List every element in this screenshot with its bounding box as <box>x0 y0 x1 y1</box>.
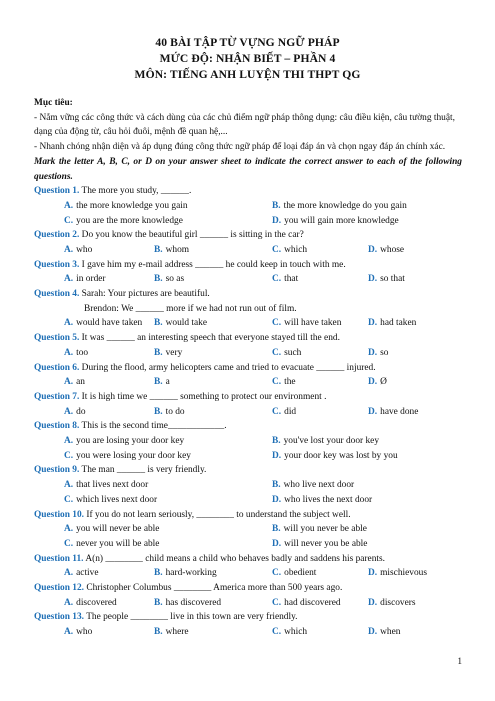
answer-option[interactable] <box>368 243 404 258</box>
option-text: which <box>284 627 308 638</box>
option-text: will never you be able <box>284 538 368 549</box>
option-text: so <box>380 347 389 358</box>
option-text: did <box>284 406 297 417</box>
option-text: you were losing your door key <box>76 450 191 461</box>
option-text: do <box>76 406 86 417</box>
option-text: when <box>380 627 401 638</box>
question-number: Question 11. <box>34 553 84 564</box>
option-text: that lives next door <box>76 480 149 491</box>
page-number: 1 <box>457 657 462 667</box>
question-text: It is high time we ______ something to protect our environment . <box>81 391 327 402</box>
option-text: you are the more knowledge <box>76 215 183 226</box>
option-text: where <box>165 627 189 638</box>
question-item <box>34 390 462 419</box>
option-text: will have taken <box>284 318 342 329</box>
question-text: During the flood, army helicopters came and tried to evacuate ______ injured. <box>81 362 376 373</box>
question-number: Question 1. <box>34 186 80 197</box>
question-item <box>34 361 462 390</box>
objective-item-2: - Nhanh chóng nhận diện và áp dụng đúng công thức ngữ pháp để loại đáp án và chọn ngay đáp án chính xác. <box>34 142 446 153</box>
answer-option[interactable] <box>368 566 427 581</box>
document-title-line-2: MỨC ĐỘ: NHẬN BIẾT – PHẦN 4 <box>159 52 336 65</box>
question-item <box>34 258 462 287</box>
option-letter: C. <box>64 538 74 549</box>
answer-option[interactable] <box>368 272 405 287</box>
answer-option[interactable] <box>272 214 399 229</box>
option-letter: B. <box>154 347 163 358</box>
answer-option[interactable] <box>272 596 341 611</box>
answer-option[interactable] <box>272 537 367 552</box>
document-title-line-1: 40 BÀI TẬP TỪ VỰNG NGỮ PHÁP <box>155 36 340 49</box>
option-letter: C. <box>64 450 74 461</box>
option-text: you've lost your door key <box>283 436 380 447</box>
option-text: discovers <box>380 597 416 608</box>
option-letter: C. <box>64 494 74 505</box>
option-text: an <box>76 377 85 388</box>
answer-options-row <box>34 434 462 449</box>
option-letter: C. <box>272 245 282 255</box>
question-stem <box>34 552 462 567</box>
option-text: the more knowledge do you gain <box>283 200 407 211</box>
question-stem <box>34 419 462 434</box>
option-text: have done <box>380 406 419 417</box>
option-text: had discovered <box>284 597 341 608</box>
answer-option[interactable] <box>64 449 191 464</box>
question-text: The people ________ live in this town are very friendly. <box>86 612 298 623</box>
option-text: such <box>284 347 302 358</box>
question-item <box>34 419 462 463</box>
question-text: The more you study, ______. <box>81 186 192 197</box>
option-text: so that <box>380 274 405 285</box>
option-letter: D. <box>368 597 378 608</box>
question-text: I gave him my e-mail address ______ he could keep in touch with me. <box>81 259 346 270</box>
answer-option[interactable] <box>272 375 296 390</box>
answer-option[interactable] <box>154 405 185 420</box>
answer-option[interactable] <box>272 405 296 420</box>
question-item <box>34 331 462 360</box>
answer-options-row <box>34 405 462 420</box>
answer-option[interactable] <box>368 625 400 640</box>
question-stem <box>34 331 462 346</box>
option-letter: C. <box>272 597 282 608</box>
option-text: will you never be able <box>283 524 367 535</box>
answer-option[interactable] <box>368 346 388 361</box>
answer-option[interactable] <box>64 375 85 390</box>
question-number: Question 13. <box>34 612 85 623</box>
answer-options-row <box>34 449 462 464</box>
option-text: whose <box>380 245 405 255</box>
option-text: has discovered <box>165 597 222 608</box>
answer-option[interactable] <box>272 493 372 508</box>
question-number: Question 10. <box>34 509 85 520</box>
answer-option[interactable] <box>272 346 301 361</box>
option-letter: A. <box>64 568 74 579</box>
question-item <box>34 228 462 257</box>
answer-option[interactable] <box>154 566 217 581</box>
option-letter: A. <box>64 318 74 329</box>
option-letter: B. <box>154 245 163 255</box>
answer-option[interactable] <box>272 272 298 287</box>
question-text: It was ______ an interesting speech that everyone stayed till the end. <box>81 333 340 344</box>
option-letter: A. <box>64 245 74 255</box>
option-text: had taken <box>380 318 417 329</box>
option-letter: C. <box>272 318 282 329</box>
answer-options-row <box>34 596 462 611</box>
question-item <box>34 581 462 610</box>
question-item <box>34 184 462 228</box>
answer-option[interactable] <box>272 434 379 449</box>
answer-option[interactable] <box>154 375 170 390</box>
answer-option[interactable] <box>64 199 188 214</box>
option-text: would take <box>165 318 208 329</box>
question-dialogue-line: Brendon: We ______ more if we had not run out of film. <box>84 303 297 314</box>
answer-options-row <box>34 478 462 493</box>
option-text: which <box>284 245 308 255</box>
answer-option[interactable] <box>154 272 184 287</box>
answer-options-row <box>34 375 462 390</box>
question-stem <box>34 184 462 199</box>
option-letter: B. <box>154 597 163 608</box>
option-letter: C. <box>272 347 282 358</box>
option-letter: D. <box>368 627 378 638</box>
answer-option[interactable] <box>64 478 148 493</box>
option-text: who live next door <box>283 480 355 491</box>
option-text: you are losing your door key <box>76 436 185 447</box>
answer-option[interactable] <box>272 243 307 258</box>
option-text: the more knowledge you gain <box>76 200 188 211</box>
instruction-text: Mark the letter A, B, C, or D on your answer sheet to indicate the correct answer to each of the following questions. <box>34 156 462 182</box>
option-text: in order <box>76 274 106 285</box>
question-number: Question 9. <box>34 465 80 476</box>
option-letter: B. <box>272 436 281 447</box>
document-title-line-3: MÔN: TIẾNG ANH LUYỆN THI THPT QG <box>134 68 361 81</box>
question-stem <box>34 508 462 523</box>
document-body <box>34 96 462 640</box>
answer-option[interactable] <box>64 405 86 420</box>
question-item <box>34 508 462 552</box>
answer-option[interactable] <box>368 596 416 611</box>
question-text: This is the second time____________. <box>81 421 227 432</box>
option-text: hard-working <box>165 568 217 579</box>
question-stem <box>34 258 462 273</box>
question-number: Question 3. <box>34 259 80 270</box>
option-letter: C. <box>64 215 74 226</box>
option-letter: B. <box>154 406 163 417</box>
question-number: Question 5. <box>34 333 80 344</box>
question-list <box>34 184 462 640</box>
answer-option[interactable] <box>272 199 407 214</box>
question-item <box>34 287 462 331</box>
question-stem <box>34 610 462 625</box>
answer-option[interactable] <box>64 493 157 508</box>
option-letter: C. <box>272 274 282 285</box>
question-text: The man ______ is very friendly. <box>81 465 207 476</box>
question-number: Question 12. <box>34 582 85 593</box>
option-letter: A. <box>64 406 74 417</box>
option-text: to do <box>165 406 185 417</box>
objectives-heading: Mục tiêu: <box>34 98 73 108</box>
option-letter: A. <box>64 200 74 211</box>
answer-option[interactable] <box>272 566 316 581</box>
question-number: Question 7. <box>34 391 80 402</box>
answer-option[interactable] <box>64 243 92 258</box>
question-stem <box>34 390 462 405</box>
option-text: whom <box>165 245 190 255</box>
option-letter: D. <box>272 450 282 461</box>
option-letter: B. <box>272 524 281 535</box>
question-text: If you do not learn seriously, ________ to understand the subject well. <box>86 509 351 520</box>
answer-options-row <box>34 346 462 361</box>
option-letter: A. <box>64 480 74 491</box>
answer-option[interactable] <box>64 272 106 287</box>
option-text: never you will be able <box>76 538 160 549</box>
answer-options-row <box>34 625 462 640</box>
answer-options-row <box>34 199 462 214</box>
option-letter: A. <box>64 597 74 608</box>
answer-options-row <box>34 522 462 537</box>
question-item <box>34 463 462 507</box>
answer-option[interactable] <box>272 522 367 537</box>
option-letter: D. <box>272 538 282 549</box>
option-letter: A. <box>64 436 74 447</box>
answer-option[interactable] <box>64 596 117 611</box>
option-text: which lives next door <box>76 494 158 505</box>
answer-option[interactable] <box>64 566 99 581</box>
answer-options-row <box>34 316 462 331</box>
question-text: A(n) ________ child means a child who behaves badly and saddens his parents. <box>85 553 385 564</box>
option-letter: B. <box>154 318 163 329</box>
answer-options-row <box>34 537 462 552</box>
option-letter: A. <box>64 347 74 358</box>
option-letter: A. <box>64 274 74 285</box>
option-text: you will never be able <box>76 524 160 535</box>
answer-option[interactable] <box>154 346 182 361</box>
answer-options-row <box>34 272 462 287</box>
option-letter: C. <box>272 627 282 638</box>
answer-option[interactable] <box>64 434 184 449</box>
option-letter: A. <box>64 524 74 535</box>
option-letter: D. <box>368 274 378 285</box>
answer-option[interactable] <box>272 316 341 331</box>
question-text: Sarah: Your pictures are beautiful. <box>81 289 210 300</box>
option-text: active <box>76 568 99 579</box>
answer-option[interactable] <box>64 316 142 331</box>
option-letter: D. <box>368 245 378 255</box>
option-text: obedient <box>284 568 317 579</box>
answer-option[interactable] <box>272 478 354 493</box>
question-stem <box>34 361 462 376</box>
option-text: too <box>76 347 89 358</box>
option-text: Ø <box>380 377 387 388</box>
option-text: discovered <box>76 597 117 608</box>
answer-options-row <box>34 214 462 229</box>
option-letter: D. <box>368 377 378 388</box>
question-text: Do you know the beautiful girl ______ is sitting in the car? <box>81 230 304 241</box>
question-number: Question 8. <box>34 421 80 432</box>
option-letter: D. <box>368 406 378 417</box>
answer-option[interactable] <box>154 596 221 611</box>
question-stem <box>34 228 462 243</box>
option-text: who lives the next door <box>284 494 373 505</box>
option-letter: C. <box>272 568 282 579</box>
answer-option[interactable] <box>64 537 159 552</box>
objective-item-1: - Nắm vững các công thức và cách dùng của các chủ điểm ngữ pháp thông dụng: câu điều kiện, câu tường thuật, dạng của động từ, câu hỏi đuôi, mệnh đề quan hệ,... <box>34 112 455 138</box>
answer-option[interactable] <box>154 625 189 640</box>
question-item <box>34 552 462 581</box>
question-number: Question 2. <box>34 230 80 241</box>
question-number: Question 6. <box>34 362 80 373</box>
option-text: mischievous <box>380 568 427 579</box>
answer-option[interactable] <box>368 375 387 390</box>
option-letter: B. <box>154 568 163 579</box>
option-text: who <box>76 627 93 638</box>
question-number: Question 4. <box>34 289 80 300</box>
option-text: your door key was lost by you <box>284 450 398 461</box>
option-letter: B. <box>154 627 163 638</box>
option-text: the <box>284 377 296 388</box>
answer-option[interactable] <box>154 243 189 258</box>
question-item <box>34 610 462 639</box>
question-stem <box>34 463 462 478</box>
answer-option[interactable] <box>64 346 88 361</box>
option-text: would have taken <box>76 318 143 329</box>
answer-options-row <box>34 243 462 258</box>
option-text: you will gain more knowledge <box>284 215 399 226</box>
option-letter: D. <box>368 318 378 329</box>
option-letter: C. <box>272 377 282 388</box>
question-text: Christopher Columbus ________ America more than 500 years ago. <box>86 582 343 593</box>
option-text: who <box>76 245 93 255</box>
option-letter: D. <box>272 215 282 226</box>
answer-option[interactable] <box>272 625 307 640</box>
answer-option[interactable] <box>64 522 159 537</box>
option-text: a <box>165 377 170 388</box>
option-text: that <box>284 274 299 285</box>
answer-option[interactable] <box>64 214 183 229</box>
answer-option[interactable] <box>272 449 398 464</box>
answer-options-row <box>34 493 462 508</box>
question-stem <box>34 581 462 596</box>
option-text: so as <box>165 274 185 285</box>
option-letter: B. <box>272 480 281 491</box>
option-letter: B. <box>154 274 163 285</box>
answer-option[interactable] <box>154 316 207 331</box>
option-letter: B. <box>272 200 281 211</box>
option-letter: D. <box>368 568 378 579</box>
question-stem <box>34 287 462 302</box>
answer-options-row <box>34 566 462 581</box>
answer-option[interactable] <box>368 405 418 420</box>
option-letter: C. <box>272 406 282 417</box>
option-letter: A. <box>64 377 74 388</box>
option-letter: D. <box>272 494 282 505</box>
option-text: very <box>165 347 183 358</box>
answer-option[interactable] <box>64 625 92 640</box>
option-letter: B. <box>154 377 163 388</box>
option-letter: D. <box>368 347 378 358</box>
option-letter: A. <box>64 627 74 638</box>
answer-option[interactable] <box>368 316 416 331</box>
